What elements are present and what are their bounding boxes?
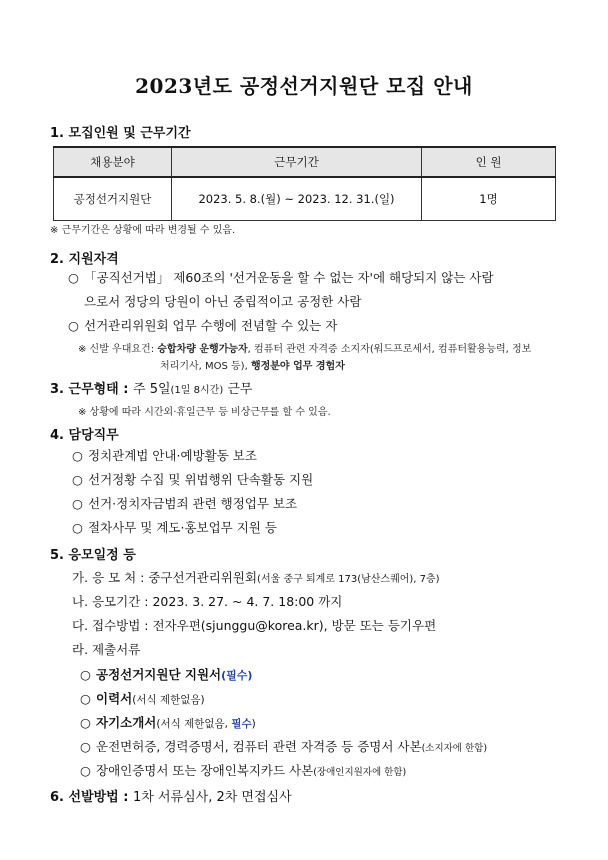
page-title: 2023년도 공정선거지원단 모집 안내	[135, 74, 473, 98]
circle-bullet-icon: ○	[72, 496, 83, 511]
circle-bullet-icon: ○	[80, 739, 91, 754]
table-cell: 1명	[422, 177, 556, 221]
table-cell: 공정선거지원단	[54, 177, 172, 221]
section-2-heading: 2. 지원자격	[50, 252, 119, 267]
circle-bullet-icon: ○	[80, 667, 91, 682]
qualification-item-1-cont: 으로서 정당의 당원이 아닌 중립적이고 공정한 사람	[84, 294, 362, 309]
document-note: (장애인지원자에 한함)	[313, 767, 407, 778]
work-hours: (1일 8시간)	[170, 385, 224, 396]
document-text: 운전면허증, 경력증명서, 컴퓨터 관련 자격증 등 증명서 사본	[96, 739, 422, 754]
duty-item	[72, 470, 313, 488]
document-text: 공정선거지원단 지원서	[96, 667, 222, 682]
preference-label: ※ 신발 우대요건:	[78, 344, 158, 355]
work-type-value: 주 5일	[133, 382, 171, 397]
preference-note	[78, 340, 531, 355]
duty-text: 절차사무 및 계도·홍보업무 지원 등	[88, 520, 277, 535]
apply-location-value: 중구선거관리위원회	[148, 570, 258, 585]
apply-method: 다. 접수방법 : 전자우편(sjunggu@korea.kr), 방문 또는 등기우편	[72, 618, 437, 633]
duty-text: 정치관계법 안내·예방활동 보조	[88, 448, 257, 463]
apply-location	[72, 568, 440, 586]
duty-item	[72, 446, 257, 464]
duty-text: 선거·정치자금범죄 관련 행정업무 보조	[88, 496, 298, 511]
preference-note-cont	[160, 357, 345, 372]
qualification-item-2	[68, 316, 337, 334]
circle-bullet-icon: ○	[80, 715, 91, 730]
circle-bullet-icon: ○	[72, 472, 83, 487]
table-cell: 2023. 5. 8.(월) ~ 2023. 12. 31.(일)	[172, 177, 422, 221]
section-4-heading: 4. 담당직무	[50, 428, 119, 443]
period-note: ※ 근무기간은 상황에 따라 변경될 수 있음.	[50, 225, 236, 236]
preference-emphasis: 행정분야 업무 경험자	[250, 361, 345, 372]
circle-bullet-icon: ○	[80, 763, 91, 778]
preference-text: 처리기사, MOS 등),	[160, 361, 251, 372]
work-note: ※ 상황에 따라 시간외·휴일근무 등 비상근무를 할 수 있음.	[78, 407, 331, 418]
document-item	[80, 665, 252, 683]
section-6-heading	[50, 786, 292, 805]
section-1-heading: 1. 모집인원 및 근무기간	[50, 126, 191, 141]
document-text: 자기소개서	[96, 715, 157, 730]
circle-bullet-icon: ○	[68, 318, 79, 333]
required-badge: 필수	[231, 718, 252, 730]
document-note: (서식 제한없음)	[132, 694, 205, 706]
circle-bullet-icon: ○	[68, 270, 79, 285]
circle-bullet-icon: ○	[80, 691, 91, 706]
qualification-text: 「공직선거법」 제60조의 '선거운동을 할 수 없는 자'에 해당되지 않는 사람	[84, 270, 494, 285]
document-note: (서식 제한없음,	[156, 718, 232, 730]
selection-value: 1차 서류심사, 2차 면접심사	[133, 790, 292, 805]
work-type-label: 3. 근무형태 :	[50, 382, 133, 397]
document-note: )	[251, 718, 256, 730]
qualification-item-1	[68, 268, 494, 286]
table-header-row	[54, 147, 556, 177]
apply-period: 나. 응모기간 : 2023. 3. 27. ~ 4. 7. 18:00 까지	[72, 594, 343, 609]
duty-text: 선거정황 수집 및 위법행위 단속활동 지원	[88, 472, 314, 487]
table-row	[54, 177, 556, 221]
selection-label: 6. 선발방법 :	[50, 790, 133, 805]
preference-text: , 컴퓨터 관련 자격증 소지자(워드프로세서, 컴퓨터활용능력, 정보	[247, 344, 532, 355]
preference-emphasis: 승합차량 운행가능자	[157, 344, 248, 355]
document-item	[80, 761, 406, 779]
documents-heading: 라. 제출서류	[72, 642, 141, 657]
apply-location-address: (서울 중구 퇴계로 173(남산스퀘어), 7층)	[257, 574, 440, 585]
document-note: (소지자에 한함)	[421, 743, 488, 754]
required-badge: (필수)	[221, 669, 253, 682]
section-5-heading: 5. 응모일정 등	[50, 548, 136, 563]
recruit-table	[53, 146, 556, 221]
table-header-cell: 근무기간	[172, 147, 422, 177]
circle-bullet-icon: ○	[72, 448, 83, 463]
document-text: 이력서	[96, 691, 133, 706]
apply-location-label: 가. 응 모 처 :	[72, 570, 149, 585]
document-item	[80, 689, 205, 707]
qualification-text: 선거관리위원회 업무 수행에 전념할 수 있는 자	[84, 318, 338, 333]
section-3-heading	[50, 378, 252, 397]
work-type-end: 근무	[223, 382, 253, 397]
duty-item	[72, 518, 277, 536]
document-text: 장애인증명서 또는 장애인복지카드 사본	[96, 763, 314, 778]
duty-item	[72, 494, 297, 512]
circle-bullet-icon: ○	[72, 520, 83, 535]
document-item	[80, 737, 487, 755]
table-header-cell: 인 원	[422, 147, 556, 177]
document-item	[80, 713, 256, 731]
table-header-cell: 채용분야	[54, 147, 172, 177]
